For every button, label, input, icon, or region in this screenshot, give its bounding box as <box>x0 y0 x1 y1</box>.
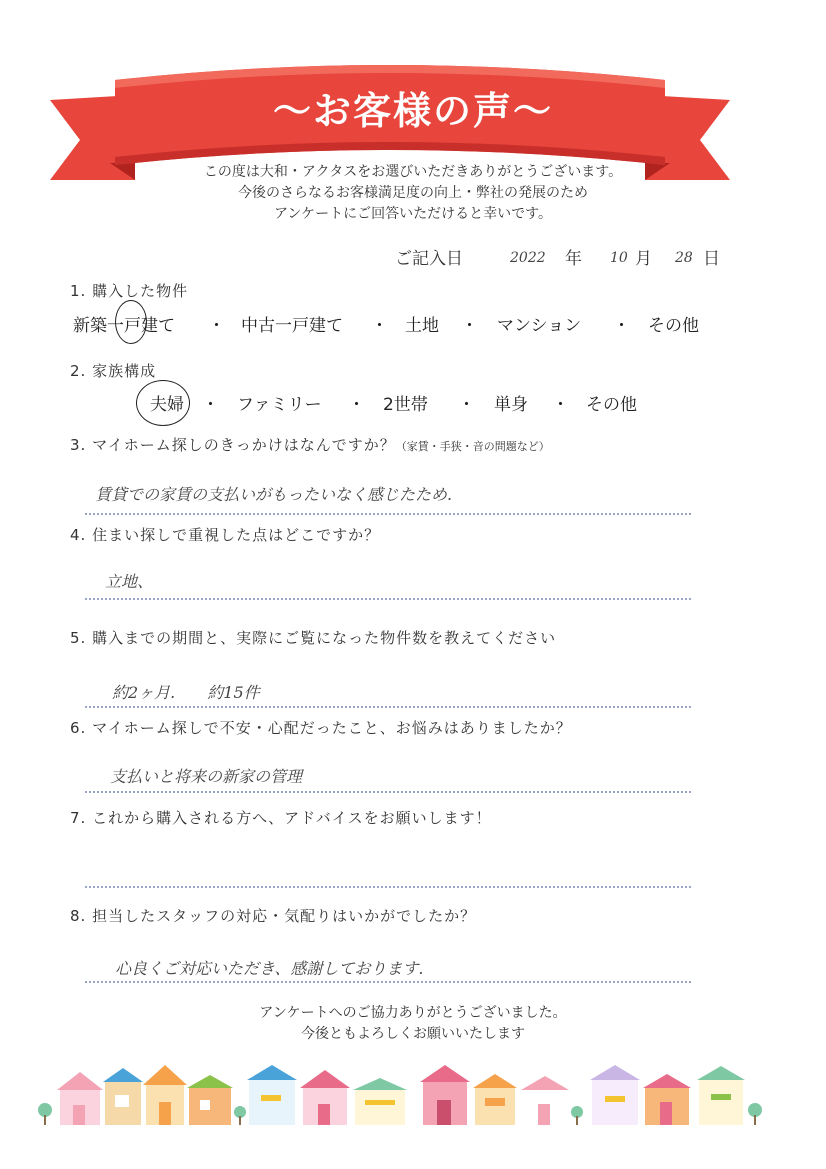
question-4-answer: 立地、 <box>105 572 154 591</box>
tree-icon <box>234 1106 246 1125</box>
question-6-label: 6. マイホーム探しで不安・心配だったこと、お悩みはありましたか？ <box>70 719 572 737</box>
question-3-answer: 賃貸での家賃の支払いがもったいなく感じたため. <box>95 485 453 504</box>
selection-circle <box>115 300 147 344</box>
question-2-label: 2. 家族構成 <box>70 362 157 380</box>
option-nisetai[interactable]: 2世帯 <box>383 395 428 415</box>
option-family[interactable]: ファミリー <box>237 395 322 415</box>
tree-icon <box>748 1103 762 1125</box>
question-5-answer: 約2ヶ月. 約15件 <box>112 683 260 702</box>
option-shinchiku[interactable]: 新築一戸建て <box>73 316 175 336</box>
date-day-value: 28 <box>675 250 693 266</box>
question-5-label: 5. 購入までの期間と、実際にご覧になった物件数を教えてください <box>70 629 557 647</box>
option-fufu[interactable]: 夫婦 <box>150 395 184 415</box>
houses-illustration <box>35 1060 795 1130</box>
intro-line: 今後のさらなるお客様満足度の向上・弊社の発展のため <box>238 185 588 201</box>
date-month-value: 10 <box>610 250 628 266</box>
question-8-label: 8. 担当したスタッフの対応・気配りはいかがでしたか？ <box>70 907 477 925</box>
date-year-value: 2022 <box>510 250 546 266</box>
intro-line: アンケートにご回答いただけると幸いです。 <box>273 206 553 222</box>
option-tochi[interactable]: 土地 <box>405 316 439 336</box>
tree-icon <box>38 1103 52 1125</box>
house-icon <box>353 1078 407 1125</box>
question-8-answer: 心良くご対応いただき、感謝しております. <box>115 959 424 978</box>
option-chuko[interactable]: 中古一戸建て <box>241 316 343 336</box>
intro-text <box>0 162 826 225</box>
question-1-label: 1. 購入した物件 <box>70 282 189 300</box>
question-7-label: 7. これから購入される方へ、アドバイスをお願いします！ <box>70 809 492 827</box>
question-3-label: 3. マイホーム探しのきっかけはなんですか？（家賃・手狭・音の問題など） <box>70 436 550 454</box>
house-icon <box>521 1076 569 1125</box>
house-icon <box>57 1072 103 1125</box>
option-sonota-2[interactable]: その他 <box>586 395 637 415</box>
question-6-answer: 支払いと将来の新家の管理 <box>110 767 303 786</box>
page-title: 〜お客様の声〜 <box>272 89 553 133</box>
option-sonota[interactable]: その他 <box>648 316 699 336</box>
intro-line: この度は大和・アクタスをお選びいただきありがとうございます。 <box>203 164 623 180</box>
answer-line <box>85 886 691 888</box>
thanks-line: 今後ともよろしくお願いいたします <box>301 1026 525 1042</box>
house-icon <box>420 1065 470 1125</box>
answer-line <box>85 706 691 708</box>
answer-line <box>85 791 691 793</box>
thanks-line: アンケートへのご協力ありがとうございました。 <box>259 1005 567 1021</box>
answer-line <box>85 598 691 600</box>
house-icon <box>103 1068 143 1125</box>
option-mansion[interactable]: マンション <box>497 316 582 336</box>
house-icon <box>697 1066 745 1125</box>
date-day-unit: 日 <box>703 249 720 269</box>
date-year-unit: 年 <box>565 249 582 269</box>
thanks-text <box>0 1003 826 1045</box>
house-icon <box>247 1065 297 1125</box>
date-month-unit: 月 <box>635 249 652 269</box>
tree-icon <box>571 1106 583 1125</box>
house-icon <box>643 1074 691 1125</box>
answer-line <box>85 981 691 983</box>
house-icon <box>590 1065 640 1125</box>
house-icon <box>187 1075 233 1125</box>
house-icon <box>473 1074 517 1125</box>
question-4-label: 4. 住まい探しで重視した点はどこですか？ <box>70 526 381 544</box>
selection-circle <box>136 380 190 426</box>
house-icon <box>143 1065 187 1125</box>
house-icon <box>300 1070 350 1125</box>
answer-line <box>85 513 691 515</box>
question-3-note: （家賃・手狭・音の問題など） <box>395 440 550 453</box>
option-tanshin[interactable]: 単身 <box>494 395 528 415</box>
date-label: ご記入日 <box>395 249 463 269</box>
